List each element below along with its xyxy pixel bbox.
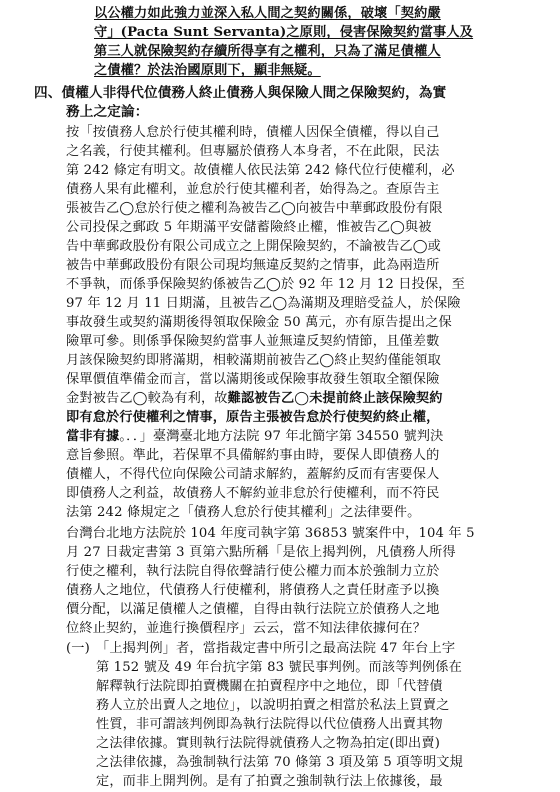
body-line-23: 月 27 日裁定書第 3 頁第六點所稱「是依上揭判例，凡債務人所得 [66, 545, 456, 560]
body-line-27: 位終止契約，並進行換價程序」云云，當不知法律依據何在？ [66, 621, 427, 636]
body-line-20: 即債務人之利益，故債務人不解約並非怠於行使權利，而不符民 [66, 486, 440, 501]
body-line-14: 保單價值準備金而言，當以滿期後或保險事故發生領取全額保險 [66, 372, 440, 387]
body-line-1: 按「按債務人怠於行使其權利時，債權人因保全債權，得以自己 [66, 125, 440, 140]
body-line-24: 行使之權利，執行法院自得依聲請行使公權力而本於強制力立於 [66, 564, 440, 579]
item-1-marker: (一) [66, 641, 90, 656]
body-line-13: 月該保險契約即將滿期，相較滿期前被告乙◯終止契約僅能領取 [66, 353, 442, 368]
body-line-6: 公司投保之郵政 5 年期滿平安儲蓄險終止權，惟被告乙◯與被 [66, 220, 432, 235]
body-line-16: 即有怠於行使權利之情事，原告主張被告怠於行使契約終止權， [66, 410, 440, 425]
intro-line-4: 之債權？於法治國原則下，顯非無疑。 [94, 63, 321, 78]
section-heading-line-1: 四、債權人非得代位債務人終止債務人與保險人間之保險契約，為實 [34, 85, 447, 101]
item-1-line-4: 務人立於出賣人之地位」，以說明拍賣之相當於私法上買賣之 [96, 698, 450, 713]
section-heading-line-2: 務上之定論： [66, 104, 149, 120]
body-line-5: 張被告乙◯怠於行使之權利為被告乙◯向被告中華郵政股份有限 [66, 201, 443, 216]
item-1-line-6: 之法律依據。實則執行法院得就債務人之物為拍定(即出賣) [96, 736, 441, 751]
body-line-9: 不爭執，而係爭保險契約係被告乙◯於 92 年 12 月 12 日投保，至 [66, 277, 465, 292]
body-line-15-bold: 難認被告乙◯未提前終止該保險契約 [227, 391, 443, 406]
item-1-line-1: 「上揭判例」者，當指裁定書中所引之最高法院 47 年台上字 [96, 641, 456, 656]
body-line-2: 之名義，行使其權利。但專屬於債務人本身者，不在此限，民法 [66, 144, 440, 159]
intro-line-2: 守」(Pacta Sunt Servanta)之原則，侵害保險契約當事人及 [94, 25, 474, 40]
body-line-17-bold: 當非有據 [66, 429, 120, 444]
body-line-25: 債務人之地位，代債務人行使權利，將債務人之責任財產予以換 [66, 583, 440, 598]
body-line-22: 台灣台北地方法院於 104 年度司執字第 36853 號案件中，104 年 5 [66, 526, 475, 541]
intro-line-3: 第三人就保險契約存續所得享有之權利，只為了滿足債權人 [94, 44, 441, 59]
body-line-19: 債權人，不得代位向保險公司請求解約，蓋解約反而有害要保人 [66, 467, 440, 482]
item-1-line-2: 第 152 號及 49 年台抗字第 83 號民事判例。而該等判例係在 [96, 660, 462, 675]
item-1-line-8: 定，而非上開判例。是有了拍賣之強制執行法上依據後，最 [96, 774, 443, 789]
body-line-17 [66, 428, 443, 446]
body-line-21: 法第 242 條規定之「債務人怠於行使其權利」之法律要件。 [66, 505, 421, 520]
item-1-line-3: 解釋執行法院即拍賣機關在拍賣程序中之地位，即「代替債 [96, 679, 443, 694]
body-line-10: 97 年 12 月 11 日期滿，且被告乙◯為滿期及理賠受益人，於保險 [66, 296, 461, 311]
body-line-3: 第 242 條定有明文。故債權人依民法第 242 條代位行使權利，必 [66, 163, 455, 178]
intro-line-1: 以公權力如此強力並深入私人間之契約關係，破壞「契約嚴 [94, 6, 441, 21]
body-line-11: 事故發生或契約滿期後得領取保險金 50 萬元，亦有原告提出之保 [66, 315, 452, 330]
item-1-line-5: 性質，非可謂該判例即為執行法院得以代位債務人出賣其物 [96, 717, 443, 732]
body-line-7: 告中華郵政股份有限公司成立之上開保險契約，不論被告乙◯或 [66, 239, 442, 254]
body-line-26: 價分配，以滿足債權人之債權，自得由執行法院立於債務人之地 [66, 602, 440, 617]
body-line-4: 債務人果有此權利，並怠於行使其權利者，始得為之。查原告主 [66, 182, 440, 197]
body-line-17-plain: 。．．」臺灣臺北地方法院 97 年北簡字第 34550 號判決 [119, 429, 444, 444]
body-line-15 [66, 390, 443, 408]
body-line-18: 意旨參照。準此，若保單不具備解約事由時，要保人即債務人的 [66, 448, 440, 463]
body-line-8: 被告中華郵政股份有限公司現均無違反契約之情事，此為兩造所 [66, 258, 440, 273]
body-line-12: 險單可參。則係爭保險契約當事人並無違反契約情節，且僅差數 [66, 334, 440, 349]
body-line-15-plain: 金對被告乙◯較為有利，故 [66, 391, 228, 406]
item-1-line-7: 之法律依據，為強制執行法第 70 條第 3 項及第 5 項等明文規 [96, 755, 463, 770]
